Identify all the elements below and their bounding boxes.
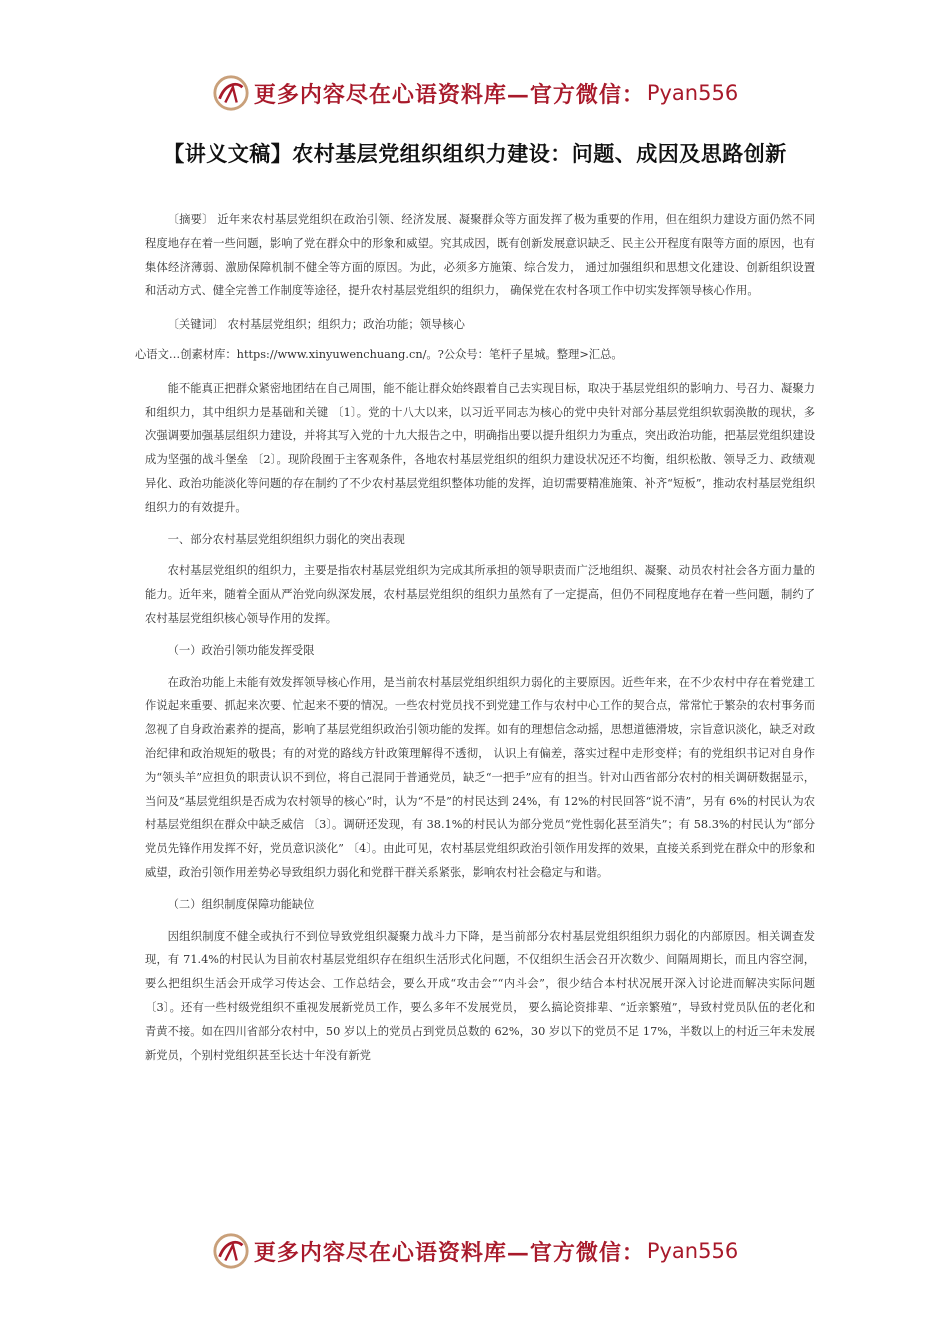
banner-wechat-id: Pyan556 (646, 81, 739, 105)
document-body (135, 208, 815, 1067)
banner-wechat-id: Pyan556 (646, 1239, 739, 1263)
source-line: 心语文…创素材库：https://www.xinyuwenchuang.cn/。?公众号：笔杆子星城。整理>汇总。 (135, 347, 623, 361)
keywords-paragraph: 〔关键词〕 农村基层党组织；组织力；政治功能；领导核心 (167, 318, 465, 332)
document-title: 【讲义文稿】农村基层党组织组织力建设：问题、成因及思路创新 (163, 142, 787, 166)
header-banner (0, 68, 950, 118)
banner-text: 更多内容尽在心语资料库—官方微信： (253, 1239, 645, 1266)
section1-paragraph: 农村基层党组织的组织力，主要是指农村基层党组织为完成其所承担的领导职责而广泛地组织、凝聚、动员农村社会各方面力量的能力。近年来，随着全面从严治党向纵深发展，农村基层党组织的组织力虽然有了一定提高，但仍不同程度地存在着一些问题，制约了农村基层党组织核心领导作用的发挥。 (145, 564, 815, 625)
subsection-heading-2: （二）组织制度保障功能缺位 (167, 897, 315, 911)
brand-logo-icon (212, 74, 250, 112)
section-heading-1: 一、部分农村基层党组织组织力弱化的突出表现 (167, 532, 405, 546)
footer-banner (0, 1226, 950, 1276)
brand-logo-icon (212, 1232, 250, 1270)
abstract-paragraph: 〔摘要〕 近年来农村基层党组织在政治引领、经济发展、凝聚群众等方面发挥了极为重要的作用，但在组织力建设方面仍然不同程度地存在着一些问题，影响了党在群众中的形象和威望。究其成因，既有创新发展意识缺乏、民主公开程度有限等方面的原因，也有集体经济薄弱、激励保障机制不健全等方面的原因。为此，必须多方施策、综合发力， 通过加强组织和思想文化建设、创新组织设置和活动方式、健全完善工作制度等途径，提升农村基层党组织的组织力， 确保党在农村各项工作中切实发挥领导核心作用。 (145, 213, 815, 298)
subsection2-paragraph: 因组织制度不健全或执行不到位导致党组织凝聚力战斗力下降，是当前部分农村基层党组织组织力弱化的内部原因。相关调查发现，有 71.4%的村民认为目前农村基层党组织存在组织生活形式化问题，不仅组织生活会召开次数少、间隔周期长，而且内容空洞，要么把组织生活会开成学习传达会、工作总结会，要么开成“攻击会”“内斗会”，很少结合本村状况展开深入讨论进而解决实际问题 〔3〕。还有一些村级党组织不重视发展新党员工作，要么多年不发展党员， 要么搞论资排辈、“近亲繁殖”，导致村党员队伍的老化和青黄不接。如在四川省部分农村中，50 岁以上的党员占到党员总数的 62%，30 岁以下的党员不足 17%，半数以上的村近三年未发展新党员，个别村党组织甚至长达十年没有新党 (145, 929, 815, 1062)
banner-text: 更多内容尽在心语资料库—官方微信： (253, 81, 645, 108)
subsection-heading-1: （一）政治引领功能发挥受限 (167, 643, 315, 657)
intro-paragraph: 能不能真正把群众紧密地团结在自己周围，能不能让群众始终跟着自己去实现目标，取决于基层党组织的影响力、号召力、凝聚力和组织力，其中组织力是基础和关键 〔1〕。党的十八大以来，以习近平同志为核心的党中央针对部分基层党组织软弱涣散的现状，多次强调要加强基层组织力建设，并将其写入党的十九大报告之中，明确指出要以提升组织力为重点，突出政治功能，把基层党组织建设成为坚强的战斗堡垒 〔2〕。现阶段囿于主客观条件，各地农村基层党组织的组织力建设状况还不均衡，组织松散、领导乏力、政绩观异化、政治功能淡化等问题的存在制约了不少农村基层党组织整体功能的发挥，迫切需要精准施策、补齐“短板”，推动农村基层党组织组织力的有效提升。 (145, 381, 815, 514)
subsection1-paragraph: 在政治功能上未能有效发挥领导核心作用，是当前农村基层党组织组织力弱化的主要原因。近些年来，在不少农村中存在着党建工作说起来重要、抓起来次要、忙起来不要的情况。一些农村党员找不到党建工作与农村中心工作的契合点，常常忙于繁杂的农村事务而忽视了自身政治素养的提高，影响了基层党组织政治引领功能的发挥。如有的理想信念动摇，思想道德滑坡，宗旨意识淡化，缺乏对政治纪律和政治规矩的敬畏；有的对党的路线方针政策理解得不透彻， 认识上有偏差，落实过程中走形变样；有的党组织书记对自身作为“领头羊”应担负的职责认识不到位，将自己混同于普通党员，缺乏“一把手”应有的担当。针对山西省部分农村的相关调研数据显示，当问及“基层党组织是否成为农村领导的核心”时，认为“不是”的村民达到 24%，有 12%的村民回答“说不清”，另有 6%的村民认为农村基层党组织在群众中缺乏威信 〔3〕。调研还发现，有 38.1%的村民认为部分党员“党性弱化甚至消失”；有 58.3%的村民认为“部分党员先锋作用发挥不好，党员意识淡化” 〔4〕。由此可见，农村基层党组织政治引领作用发挥的效果，直接关系到党在群众中的形象和威望，政治引领作用差势必导致组织力弱化和党群干群关系紧张，影响农村社会稳定与和谐。 (145, 675, 815, 879)
